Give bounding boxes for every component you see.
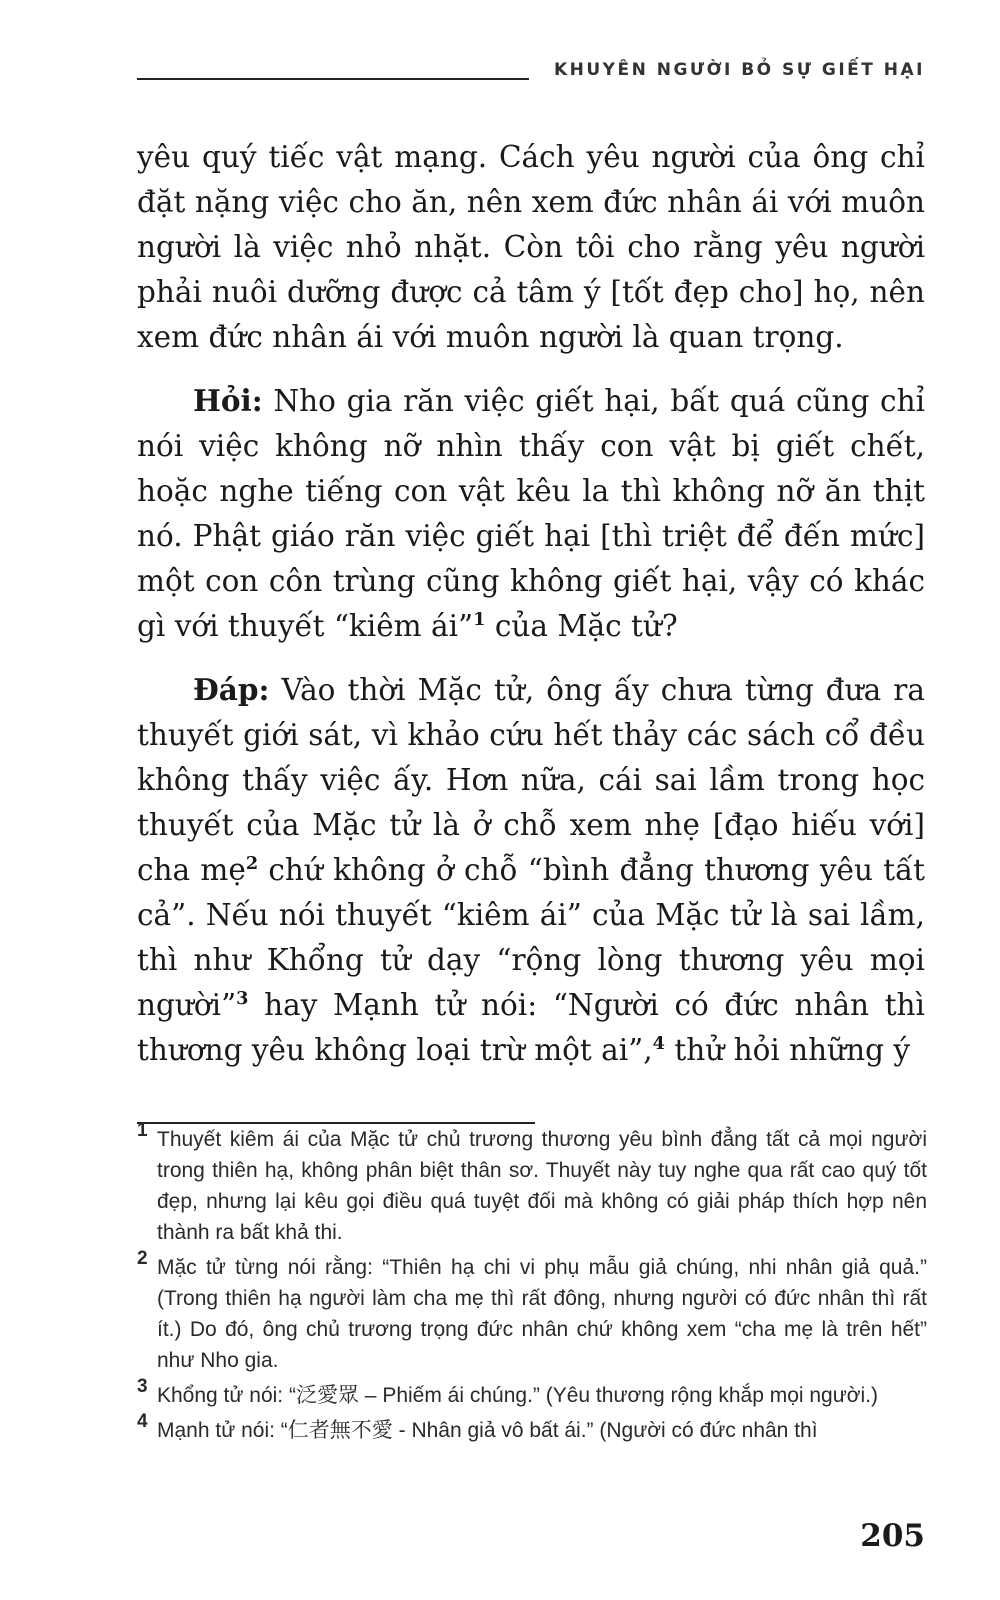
- footnote-ref-1[interactable]: 1: [473, 609, 486, 631]
- footnote-ref-3[interactable]: 3: [236, 988, 249, 1010]
- footnote-text: Mạnh tử nói: “仁者無不愛 - Nhân giả vô bất ái.” (Người có đức nhân thì: [157, 1419, 818, 1442]
- footnote-ref-4[interactable]: 4: [652, 1033, 665, 1055]
- answer-label: Đáp:: [193, 672, 270, 707]
- footnote-text: Thuyết kiêm ái của Mặc tử chủ trương thương yêu bình đẳng tất cả mọi người trong thiên hạ, không phân biệt thân sơ. Thuyết này tuy nghe qua rất cao quý tốt đẹp, nhưng lại kêu gọi điều quá tuyệt đối mà không có giải pháp thích hợp nên thành ra bất khả thi.: [157, 1128, 927, 1244]
- page-number: 205: [860, 1518, 925, 1554]
- question-text-a: Nho gia răn việc giết hại, bất quá cũng chỉ nói việc không nỡ nhìn thấy con vật bị giết chết, hoặc nghe tiếng con vật kêu la thì không nỡ ăn thịt nó. Phật giáo răn việc giết hại [thì triệt để đến mức] một con côn trùng cũng không giết hại, vậy có khác gì với thuyết “kiêm ái”: [137, 384, 925, 643]
- running-header: KHUYÊN NGƯỜI BỎ SỰ GIẾT HẠI: [553, 60, 925, 80]
- header-rule: [137, 78, 529, 80]
- footnotes: [137, 1120, 927, 1450]
- footnote-number: 2: [137, 1248, 148, 1269]
- answer-text-c: hay Mạnh tử nói: “Người có đức nhân thì thương yêu không loại trừ một ai”,: [137, 988, 925, 1067]
- answer-text-d: thử hỏi những ý: [664, 1033, 911, 1067]
- footnote-1: [137, 1120, 927, 1248]
- answer-text-a: Vào thời Mặc tử, ông ấy chưa từng đưa ra thuyết giới sát, vì khảo cứu hết thảy các sách cổ đều không thấy việc ấy. Hơn nữa, cái sai lầm trong học thuyết của Mặc tử là ở chỗ xem nhẹ [đạo hiếu với] cha mẹ: [137, 673, 925, 887]
- question-label: Hỏi:: [193, 383, 263, 418]
- footnote-number: 1: [137, 1120, 148, 1141]
- footnote-3: [137, 1376, 927, 1411]
- paragraph-question: [137, 378, 925, 649]
- main-text: [137, 135, 925, 1091]
- footnote-text: Mặc tử từng nói rằng: “Thiên hạ chi vi phụ mẫu giả chúng, nhi nhân giả quả.” (Trong thiên hạ người làm cha mẹ thì rất đông, nhưng người có đức nhân thì rất ít.) Do đó, ông chủ trương trọng đức nhân chứ không xem “cha mẹ là trên hết” như Nho gia.: [157, 1256, 927, 1372]
- paragraph-continuation: yêu quý tiếc vật mạng. Cách yêu người của ông chỉ đặt nặng việc cho ăn, nên xem đức nhân ái với muôn người là việc nhỏ nhặt. Còn tôi cho rằng yêu người phải nuôi dưỡng được cả tâm ý [tốt đẹp cho] họ, nên xem đức nhân ái với muôn người là quan trọng.: [137, 140, 925, 354]
- footnote-number: 4: [137, 1411, 148, 1432]
- paragraph-answer: [137, 667, 925, 1073]
- answer-text-b: chứ không ở chỗ “bình đẳng thương yêu tất cả”. Nếu nói thuyết “kiêm ái” của Mặc tử là sai lầm, thì như Khổng tử dạy “rộng lòng thương yêu mọi người”: [137, 853, 925, 1022]
- footnote-number: 3: [137, 1376, 148, 1397]
- footnote-4: [137, 1411, 927, 1446]
- footnote-ref-2[interactable]: 2: [245, 853, 259, 875]
- question-text-b: của Mặc tử?: [485, 609, 678, 643]
- footnote-text: Khổng tử nói: “泛愛眾 – Phiếm ái chúng.” (Yêu thương rộng khắp mọi người.): [157, 1384, 879, 1407]
- footnote-2: [137, 1248, 927, 1376]
